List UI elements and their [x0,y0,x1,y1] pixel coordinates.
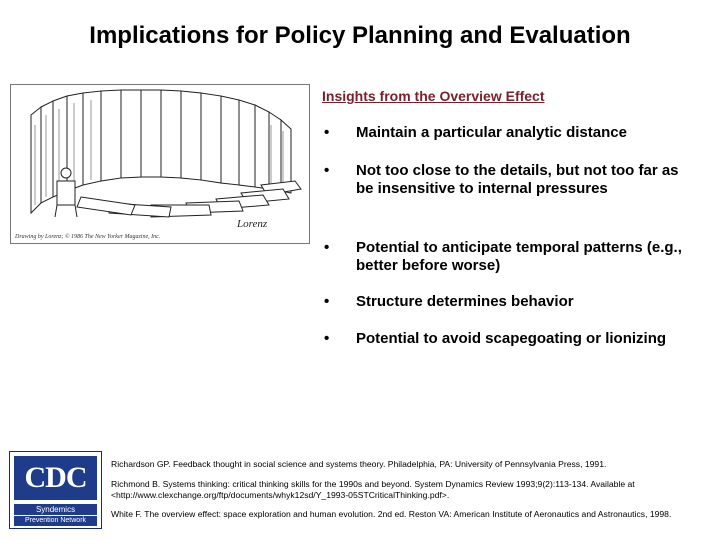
bullet-marker: • [324,239,330,256]
logo-network-text: Prevention Network [14,516,97,526]
bullet-text: Maintain a particular analytic distance [356,124,627,141]
cdc-logo-mark: CDC [14,456,97,500]
bullet-marker: • [324,124,330,141]
cartoon-credit: Drawing by Lorenz; © 1986 The New Yorker Magazine, Inc. [15,234,161,240]
bullet-marker: • [324,330,330,347]
slide-title: Implications for Policy Planning and Evaluation [89,22,631,49]
cdc-syndemics-logo [9,451,102,529]
domino-ring-drawing [11,85,309,243]
insights-heading: Insights from the Overview Effect [322,88,545,104]
logo-syndemics-text: Syndemics [14,504,97,515]
reference-item: White F. The overview effect: space exploration and human evolution. 2nd ed. Reston VA: American Institute of Aeronautics and Astronautics, 1998. [111,509,672,519]
reference-item: Richmond B. Systems thinking: critical thinking skills for the 1990s and beyond. System Dynamics Review 1993;9(2):113-134. Available at <http://www.clexchange.org/ftp/documents/whyk12sd/Y_1993-05STCriticalThinking.pdf>. [111,479,635,500]
bullet-text: Not too close to the details, but not too far as be insensitive to internal pressures [356,162,679,197]
reference-item: Richardson GP. Feedback thought in social science and systems theory. Philadelphia, PA: University of Pennsylvania Press, 1991. [111,459,607,469]
bullet-marker: • [324,293,330,310]
bullet-text: Potential to anticipate temporal patterns (e.g., better before worse) [356,239,682,274]
bullet-text: Potential to avoid scapegoating or lionizing [356,330,667,347]
cartoon-illustration [10,84,310,244]
cartoon-signature: Lorenz [237,218,268,230]
bullet-text: Structure determines behavior [356,293,574,310]
bullet-marker: • [324,162,330,179]
